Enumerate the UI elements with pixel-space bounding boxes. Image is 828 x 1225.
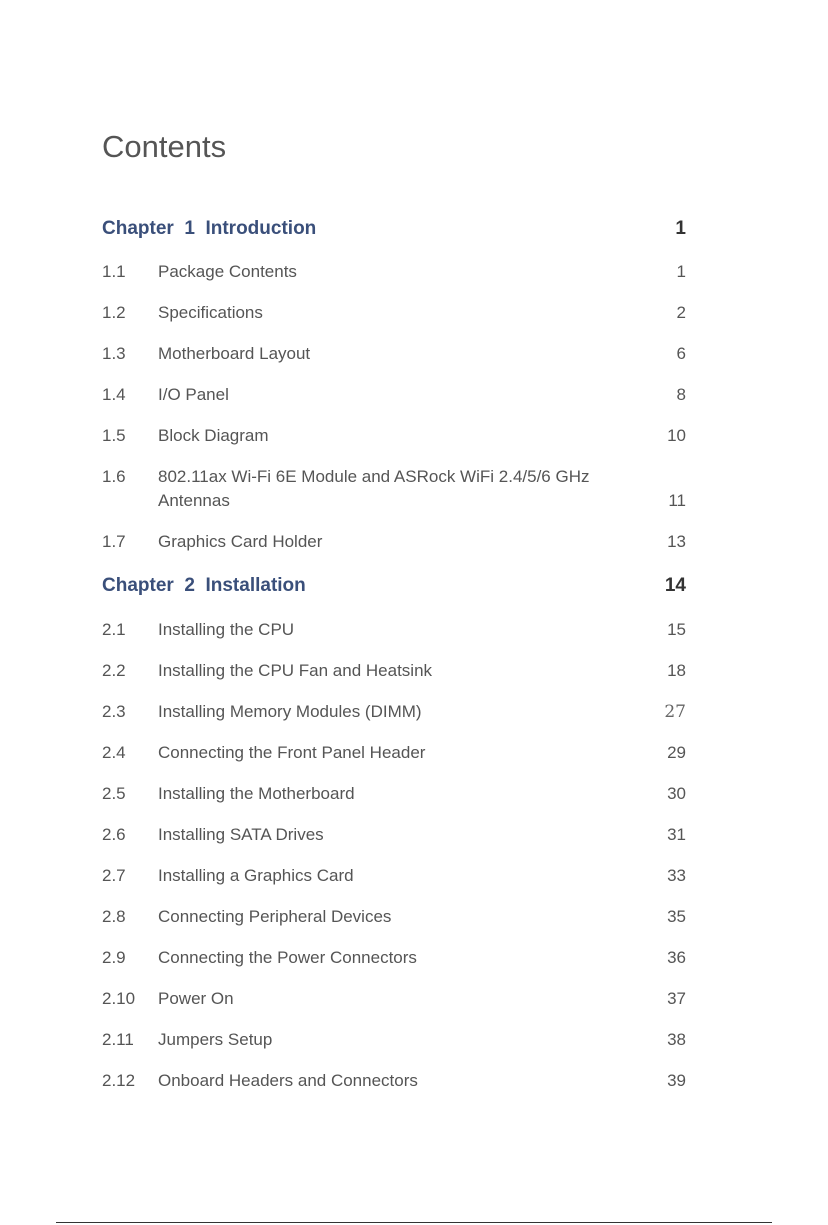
- section-title: Installing the Motherboard: [158, 784, 355, 803]
- section-title: Installing Memory Modules (DIMM): [158, 702, 422, 721]
- section-page-number: 33: [667, 866, 686, 885]
- section-number: 2.11: [102, 1030, 134, 1049]
- section-page-number: 30: [667, 784, 686, 803]
- section-title: I/O Panel: [158, 385, 229, 404]
- section-page-number: 37: [667, 989, 686, 1008]
- section-title-line-1: 802.11ax Wi-Fi 6E Module and ASRock WiFi 2.4/5/6 GHz: [158, 467, 590, 486]
- section-number: 2.6: [102, 825, 126, 844]
- chapter-page-number: 14: [664, 575, 686, 596]
- section-title: Onboard Headers and Connectors: [158, 1071, 418, 1090]
- section-number: 2.7: [102, 866, 126, 885]
- section-number: 1.3: [102, 344, 126, 363]
- section-page-number: 8: [676, 385, 686, 404]
- section-page-number: 15: [667, 620, 686, 639]
- section-page-number: 39: [667, 1071, 686, 1090]
- section-number: 2.1: [102, 620, 126, 639]
- section-title: Installing the CPU Fan and Heatsink: [158, 661, 433, 680]
- section-number: 1.1: [102, 262, 126, 281]
- section-title-line-2: Antennas: [158, 491, 230, 510]
- section-page-number: 31: [667, 825, 686, 844]
- section-title: Installing SATA Drives: [158, 825, 324, 844]
- section-title: Graphics Card Holder: [158, 532, 323, 551]
- section-page-number: 10: [667, 426, 686, 445]
- section-title: Block Diagram: [158, 426, 269, 445]
- section-title: Motherboard Layout: [158, 344, 311, 363]
- section-title: Package Contents: [158, 262, 297, 281]
- section-title: Jumpers Setup: [158, 1030, 273, 1049]
- section-number: 1.5: [102, 426, 126, 445]
- section-number: 2.3: [102, 702, 126, 721]
- section-page-number: 27: [664, 702, 686, 722]
- section-page-number: 1: [676, 262, 686, 281]
- section-number: 2.5: [102, 784, 126, 803]
- section-number: 1.4: [102, 385, 126, 404]
- section-title: Installing the CPU: [158, 620, 295, 639]
- section-page-number: 13: [667, 532, 686, 551]
- section-page-number: 6: [676, 344, 686, 363]
- section-page-number: 29: [667, 743, 686, 762]
- section-page-number: 35: [667, 907, 686, 926]
- section-page-number: 36: [667, 948, 686, 967]
- section-number: 1.2: [102, 303, 126, 322]
- chapter-page-number: 1: [675, 218, 686, 239]
- section-number: 1.7: [102, 532, 126, 551]
- section-title: Installing a Graphics Card: [158, 866, 354, 885]
- section-number: 1.6: [102, 467, 126, 486]
- chapter-title: Chapter 2 Installation: [102, 575, 306, 596]
- chapter-title: Chapter 1 Introduction: [102, 218, 317, 239]
- section-title: Power On: [158, 989, 234, 1008]
- section-page-number: 2: [676, 303, 686, 322]
- section-number: 2.9: [102, 948, 126, 967]
- section-title: Specifications: [158, 303, 263, 322]
- page-title: Contents: [102, 129, 227, 164]
- section-page-number: 38: [667, 1030, 686, 1049]
- section-page-number: 11: [668, 491, 686, 510]
- section-number: 2.2: [102, 661, 126, 680]
- section-number: 2.8: [102, 907, 126, 926]
- section-title: Connecting Peripheral Devices: [158, 907, 392, 926]
- section-title: Connecting the Power Connectors: [158, 948, 417, 967]
- footer-divider: [56, 1222, 772, 1223]
- section-number: 2.10: [102, 989, 136, 1008]
- toc-entry-1-6[interactable]: [102, 465, 686, 513]
- section-title: Connecting the Front Panel Header: [158, 743, 426, 762]
- section-number: 2.12: [102, 1071, 136, 1090]
- section-number: 2.4: [102, 743, 126, 762]
- section-page-number: 18: [667, 661, 686, 680]
